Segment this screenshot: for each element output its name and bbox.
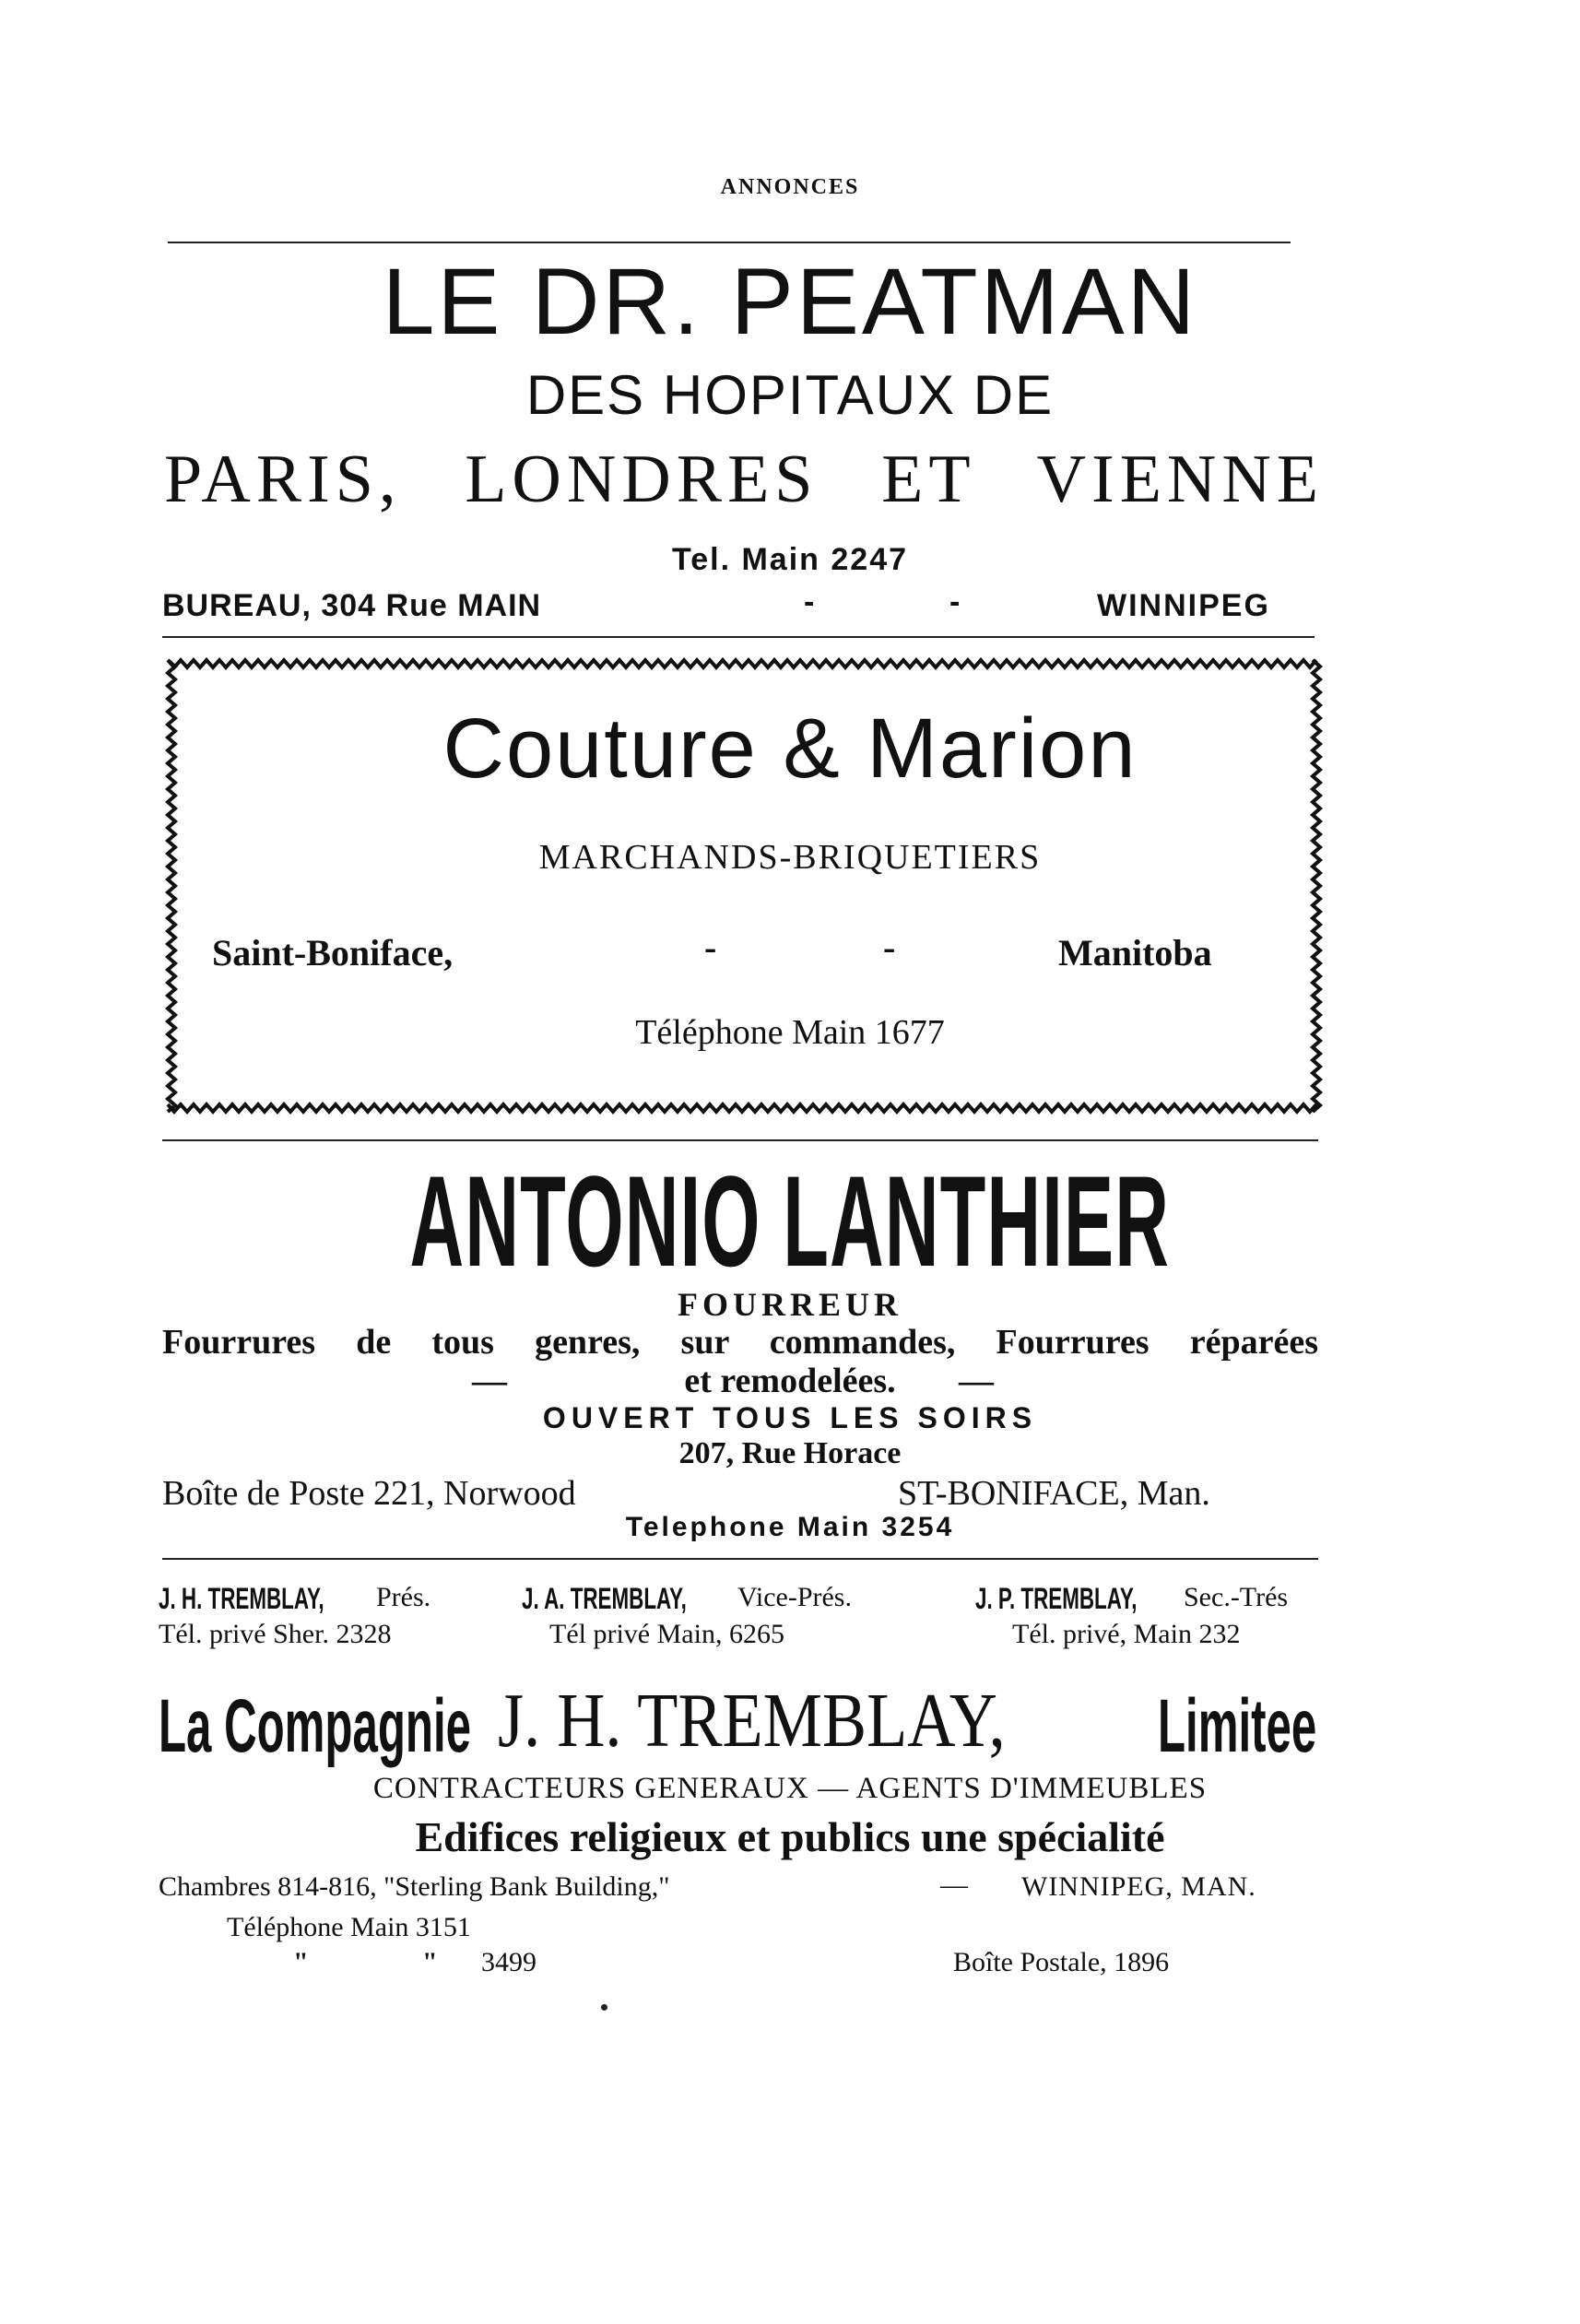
tremblay-services: CONTRACTEURS GENERAUX — AGENTS D'IMMEUBLES — [372, 1772, 1208, 1805]
officer-telephone: Tél. privé, Main 232 — [1012, 1619, 1241, 1649]
tremblay-company-name — [159, 1680, 1320, 1772]
divider — [168, 242, 1291, 243]
lanthier-name: ANTONIO LANTHIER — [409, 1149, 1171, 1293]
peatman-separator: - — [804, 584, 815, 619]
lanthier-hours: OUVERT TOUS LES SOIRS — [542, 1401, 1038, 1434]
officer-role: Prés. — [376, 1582, 431, 1612]
tremblay-dash: — — [940, 1870, 968, 1900]
couture-province: Manitoba — [1058, 932, 1212, 973]
couture-separator: - — [883, 926, 896, 968]
lanthier-dash: — — [959, 1362, 994, 1400]
lanthier-trade: FOURREUR — [678, 1286, 902, 1323]
peatman-city: WINNIPEG — [1097, 588, 1270, 623]
couture-phone: Téléphone Main 1677 — [635, 1013, 945, 1052]
peatman-telephone: Tel. Main 2247 — [671, 542, 909, 577]
couture-trade: MARCHANDS-BRIQUETIERS — [538, 838, 1042, 877]
tremblay-chambers: Chambres 814-816, "Sterling Bank Building," — [159, 1871, 670, 1902]
divider — [162, 636, 1315, 638]
company-prefix: La Compagnie — [159, 1684, 471, 1768]
peatman-line1: DES HOPITAUX DE — [525, 364, 1055, 426]
lanthier-name-wrap — [0, 1149, 1580, 1293]
couture-separator: - — [704, 926, 717, 968]
tremblay-phone-2: 3499 — [481, 1947, 536, 1977]
tremblay-city: WINNIPEG, MAN. — [1021, 1871, 1256, 1902]
tremblay-specialty: Edifices religieux et publics une spécialité — [415, 1813, 1165, 1860]
lanthier-postbox: Boîte de Poste 221, Norwood — [162, 1474, 576, 1513]
officer-role: Vice-Prés. — [737, 1582, 852, 1612]
officer-telephone: Tél. privé Sher. 2328 — [159, 1619, 392, 1649]
lanthier-town: ST-BONIFACE, Man. — [898, 1474, 1210, 1513]
lanthier-services-line2: et remodelées. — [684, 1362, 896, 1400]
company-main: J. H. TREMBLAY, — [498, 1678, 1006, 1764]
peatman-name: LE DR. PEATMAN — [382, 249, 1198, 354]
officer-telephone: Tél privé Main, 6265 — [549, 1619, 784, 1649]
lanthier-phone: Telephone Main 3254 — [625, 1512, 955, 1542]
company-suffix: Limitee — [1158, 1684, 1317, 1768]
lanthier-dash: — — [472, 1362, 507, 1400]
officer-name: J. A. TREMBLAY, — [522, 1582, 687, 1615]
divider — [162, 1558, 1318, 1560]
peatman-line2: PARIS, LONDRES ET VIENNE — [164, 442, 1324, 517]
officer-role: Sec.-Trés — [1184, 1582, 1289, 1612]
lanthier-street: 207, Rue Horace — [678, 1436, 902, 1470]
officer-name: J. P. TREMBLAY, — [975, 1582, 1138, 1615]
ornament-dot — [601, 2004, 607, 2011]
officer-name: J. H. TREMBLAY, — [159, 1582, 324, 1615]
couture-town: Saint-Boniface, — [212, 932, 454, 973]
ditto-mark: " — [422, 1947, 438, 1977]
peatman-bureau: BUREAU, 304 Rue MAIN — [162, 588, 542, 623]
couture-name: Couture & Marion — [442, 702, 1138, 796]
ditto-mark: " — [293, 1947, 309, 1977]
tremblay-phone: Téléphone Main 3151 — [227, 1912, 471, 1942]
lanthier-services: Fourrures de tous genres, sur commandes, Fourrures réparées — [162, 1323, 1318, 1362]
peatman-separator: - — [949, 584, 961, 619]
tremblay-postbox: Boîte Postale, 1896 — [953, 1947, 1170, 1977]
divider — [162, 1139, 1318, 1141]
page-header: ANNONCES — [720, 175, 860, 199]
